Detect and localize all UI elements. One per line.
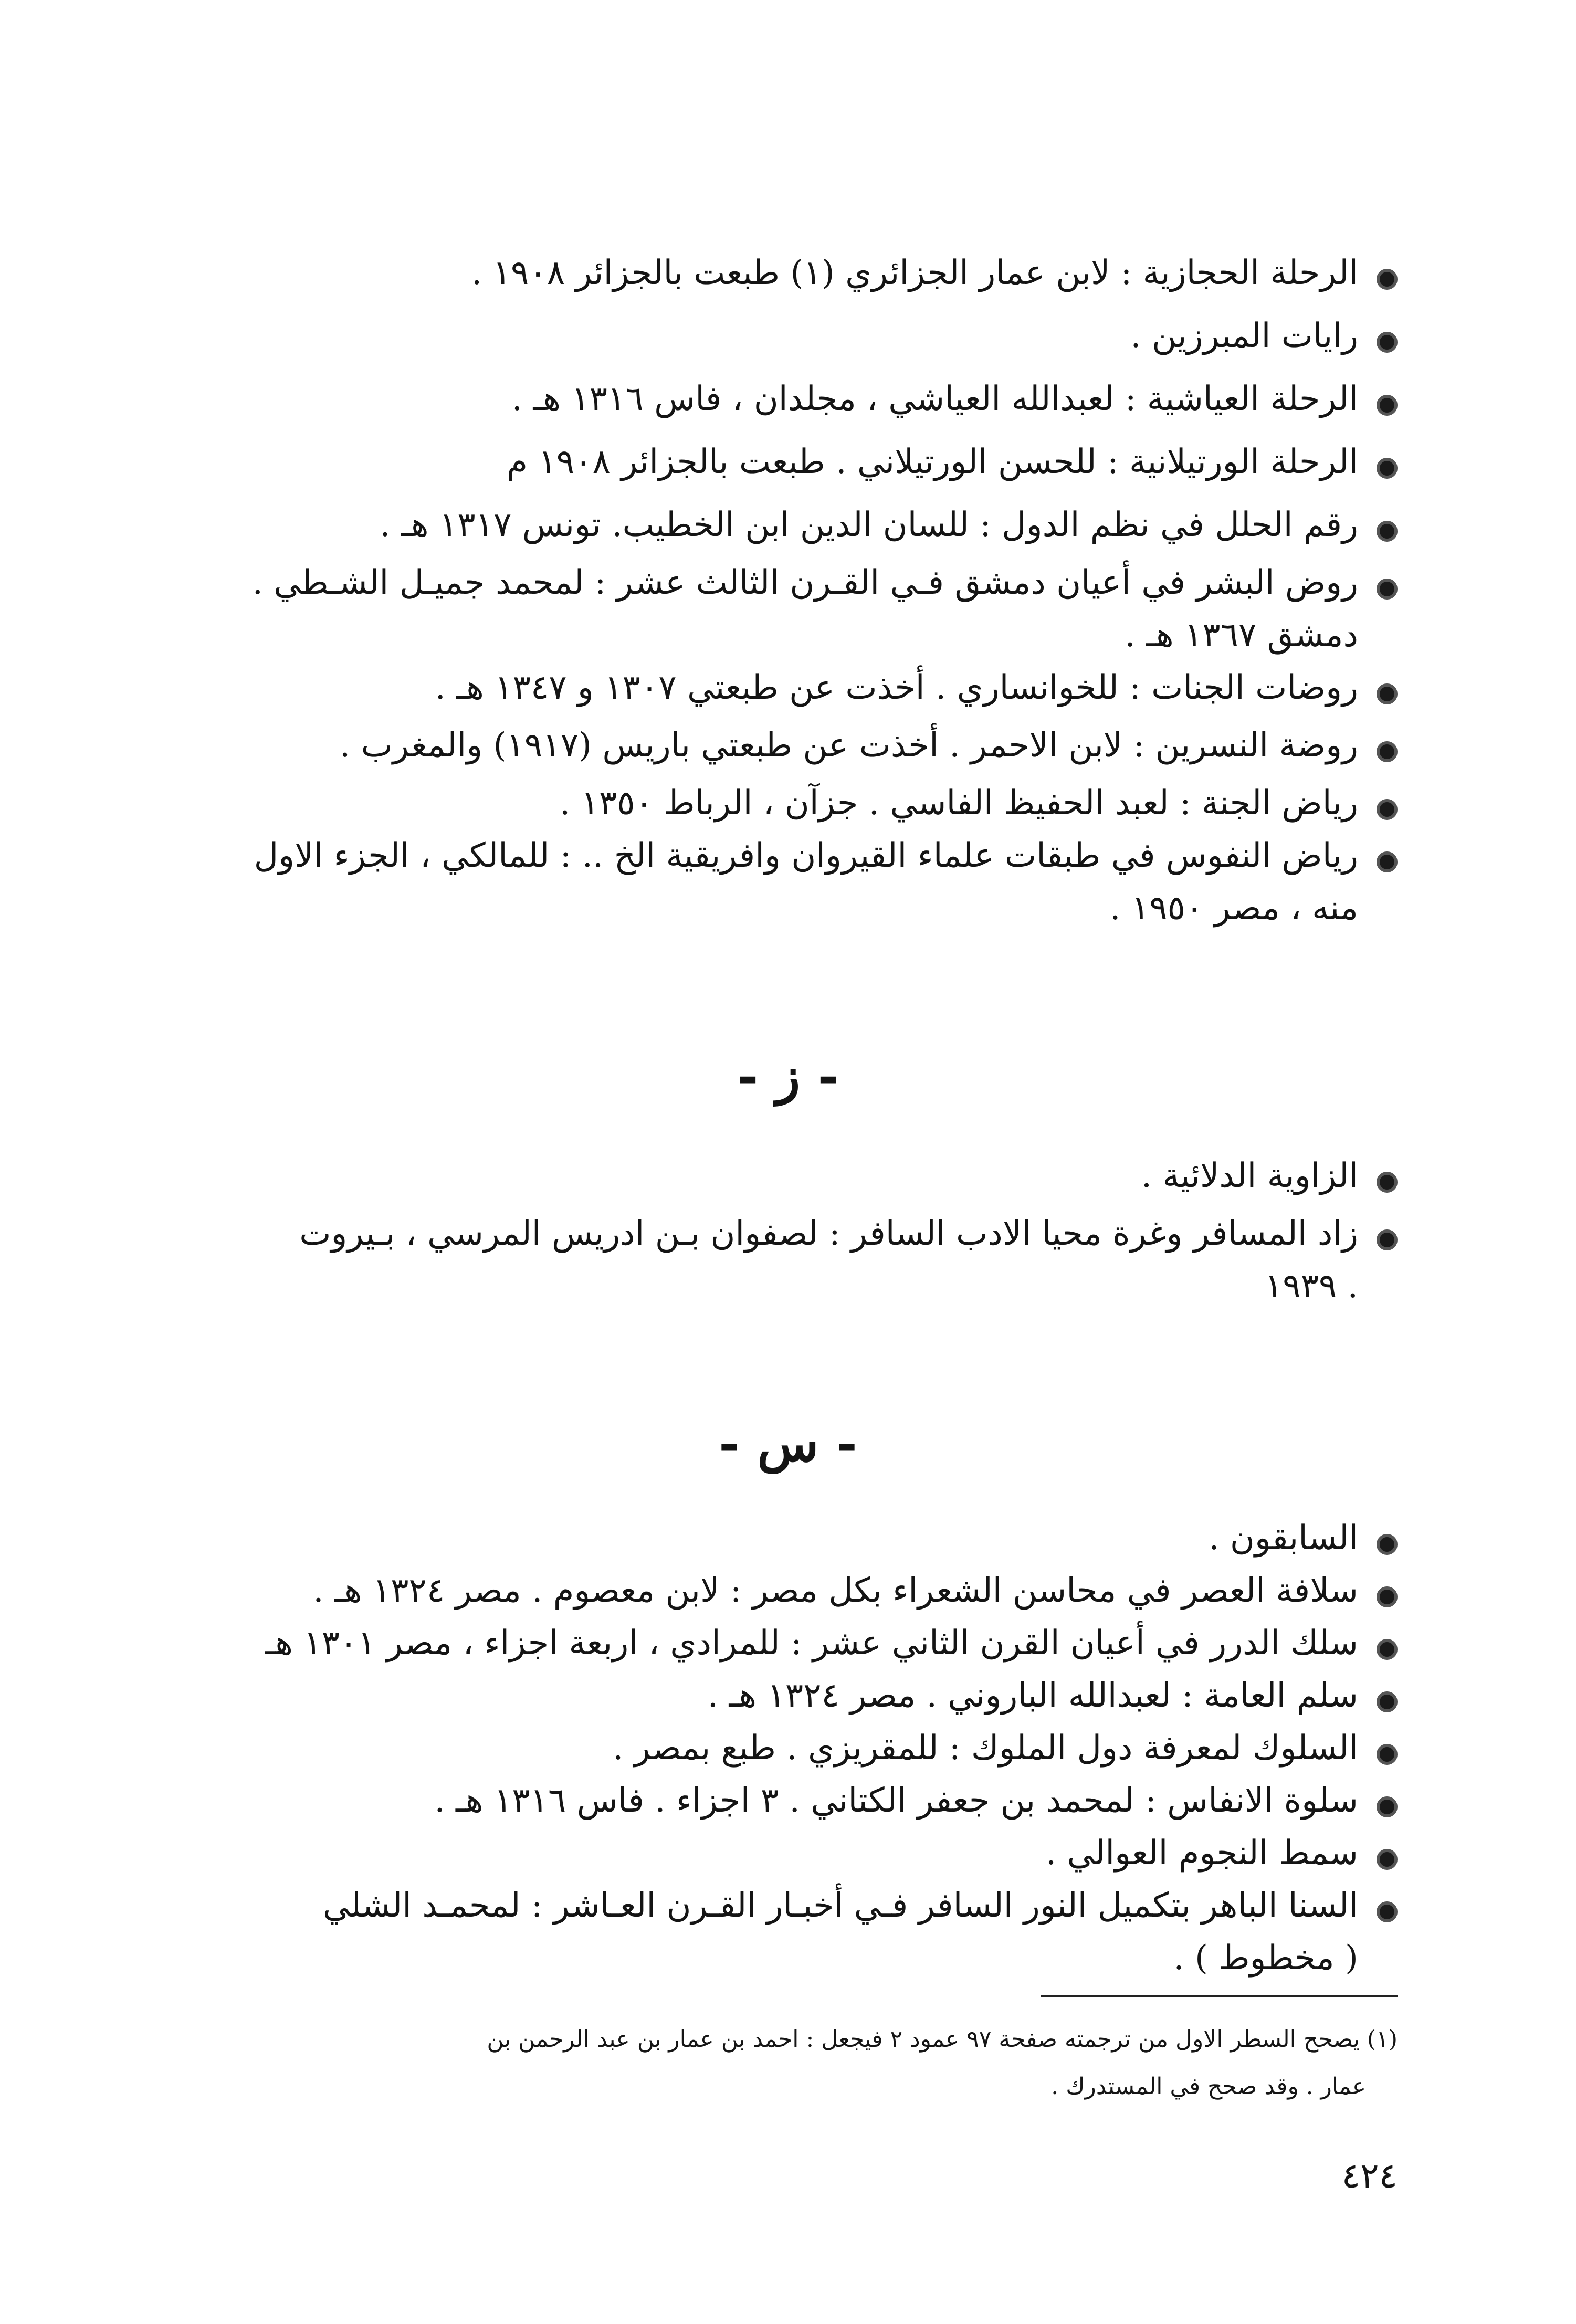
entry-text: سمط النجوم العوالي . xyxy=(1045,1834,1358,1873)
entry-continuation: منه ، مصر ١٩٥٠ . xyxy=(1110,889,1358,928)
section-heading-s: - س - xyxy=(719,1414,857,1473)
bullet-icon xyxy=(1377,458,1398,479)
entry-text: سلك الدرر في أعيان القرن الثاني عشر : للمرادي ، اربعة اجزاء ، مصر ١٣٠١ هـ xyxy=(265,1624,1358,1663)
bullet-icon xyxy=(1377,1586,1398,1607)
entry-text: الزاوية الدلائية . xyxy=(1141,1156,1358,1195)
bullet-icon xyxy=(1377,851,1398,872)
entry-continuation: دمشق ١٣٦٧ هـ . xyxy=(1125,616,1358,655)
bullet-icon xyxy=(1377,1796,1398,1817)
bullet-icon xyxy=(1377,521,1398,542)
entry-text: رايات المبرزين . xyxy=(1130,317,1358,355)
section-heading-z: - ز - xyxy=(737,1046,839,1106)
entry-text: رقم الحلل في نظم الدول : للسان الدين ابن الخطيب. تونس ١٣١٧ هـ . xyxy=(380,506,1358,544)
bullet-icon xyxy=(1377,741,1398,762)
entry-text: سلافة العصر في محاسن الشعراء بكل مصر : لابن معصوم . مصر ١٣٢٤ هـ . xyxy=(313,1571,1358,1610)
bullet-icon xyxy=(1377,1229,1398,1250)
bullet-icon xyxy=(1377,1901,1398,1922)
entry-text: السنا الباهر بتكميل النور السافر فـي أخبـار القـرن العـاشر : لمحمـد الشلي xyxy=(323,1886,1358,1925)
bullet-icon xyxy=(1377,1849,1398,1870)
bullet-icon xyxy=(1377,799,1398,820)
entry-text: السابقون . xyxy=(1209,1519,1358,1558)
entry-text: رياض الجنة : لعبد الحفيظ الفاسي . جزآن ، الرباط ١٣٥٠ . xyxy=(559,784,1358,823)
bullet-icon xyxy=(1377,1639,1398,1660)
entry-text: سلوة الانفاس : لمحمد بن جعفر الكتاني . ٣ اجزاء . فاس ١٣١٦ هـ . xyxy=(434,1781,1358,1820)
entry-text: سلم العامة : لعبدالله الباروني . مصر ١٣٢٤ هـ . xyxy=(707,1676,1358,1715)
bullet-icon xyxy=(1377,1534,1398,1555)
entry-text: روضات الجنات : للخوانساري . أخذت عن طبعتي ١٣٠٧ و ١٣٤٧ هـ . xyxy=(435,668,1358,707)
footnote-line-1: (١) يصحح السطر الاول من ترجمته صفحة ٩٧ عمود ٢ فيجعل : احمد بن عمار بن عبد الرحمن بن xyxy=(487,2026,1398,2053)
entry-text: الرحلة العياشية : لعبدالله العياشي ، مجلدان ، فاس ١٣١٦ هـ . xyxy=(511,380,1358,418)
bullet-icon xyxy=(1377,1172,1398,1193)
entry-text: زاد المسافر وغرة محيا الادب السافر : لصفوان بـن ادريس المرسي ، بـيروت xyxy=(299,1214,1358,1253)
entry-text: روض البشر في أعيان دمشق فـي القـرن الثالث عشر : لمحمد جميـل الشـطي . xyxy=(252,563,1358,602)
entry-continuation: ( مخطوط ) . xyxy=(1173,1939,1358,1978)
bullet-icon xyxy=(1377,1744,1398,1765)
entry-continuation: ١٩٣٩ . xyxy=(1264,1267,1358,1306)
footnote-line-2: عمار . وقد صحح في المستدرك . xyxy=(1051,2073,1366,2100)
page-number: ٤٢٤ xyxy=(1341,2155,1398,2196)
entry-text: روضة النسرين : لابن الاحمر . أخذت عن طبعتي باريس (١٩١٧) والمغرب . xyxy=(339,726,1358,765)
entry-text: رياض النفوس في طبقات علماء القيروان وافريقية الخ .. : للمالكي ، الجزء الاول xyxy=(254,836,1358,875)
bullet-icon xyxy=(1377,579,1398,600)
bullet-icon xyxy=(1377,683,1398,704)
bullet-icon xyxy=(1377,395,1398,416)
bullet-icon xyxy=(1377,269,1398,290)
entry-text: الرحلة الحجازية : لابن عمار الجزائري (١) طبعت بالجزائر ١٩٠٨ . xyxy=(471,254,1358,292)
bullet-icon xyxy=(1377,1691,1398,1712)
footnote-divider xyxy=(1041,1995,1398,1997)
entry-text: السلوك لمعرفة دول الملوك : للمقريزي . طبع بمصر . xyxy=(612,1729,1358,1768)
entry-text: الرحلة الورتيلانية : للحسن الورتيلاني . طبعت بالجزائر ١٩٠٨ م xyxy=(507,443,1358,481)
bullet-icon xyxy=(1377,332,1398,353)
